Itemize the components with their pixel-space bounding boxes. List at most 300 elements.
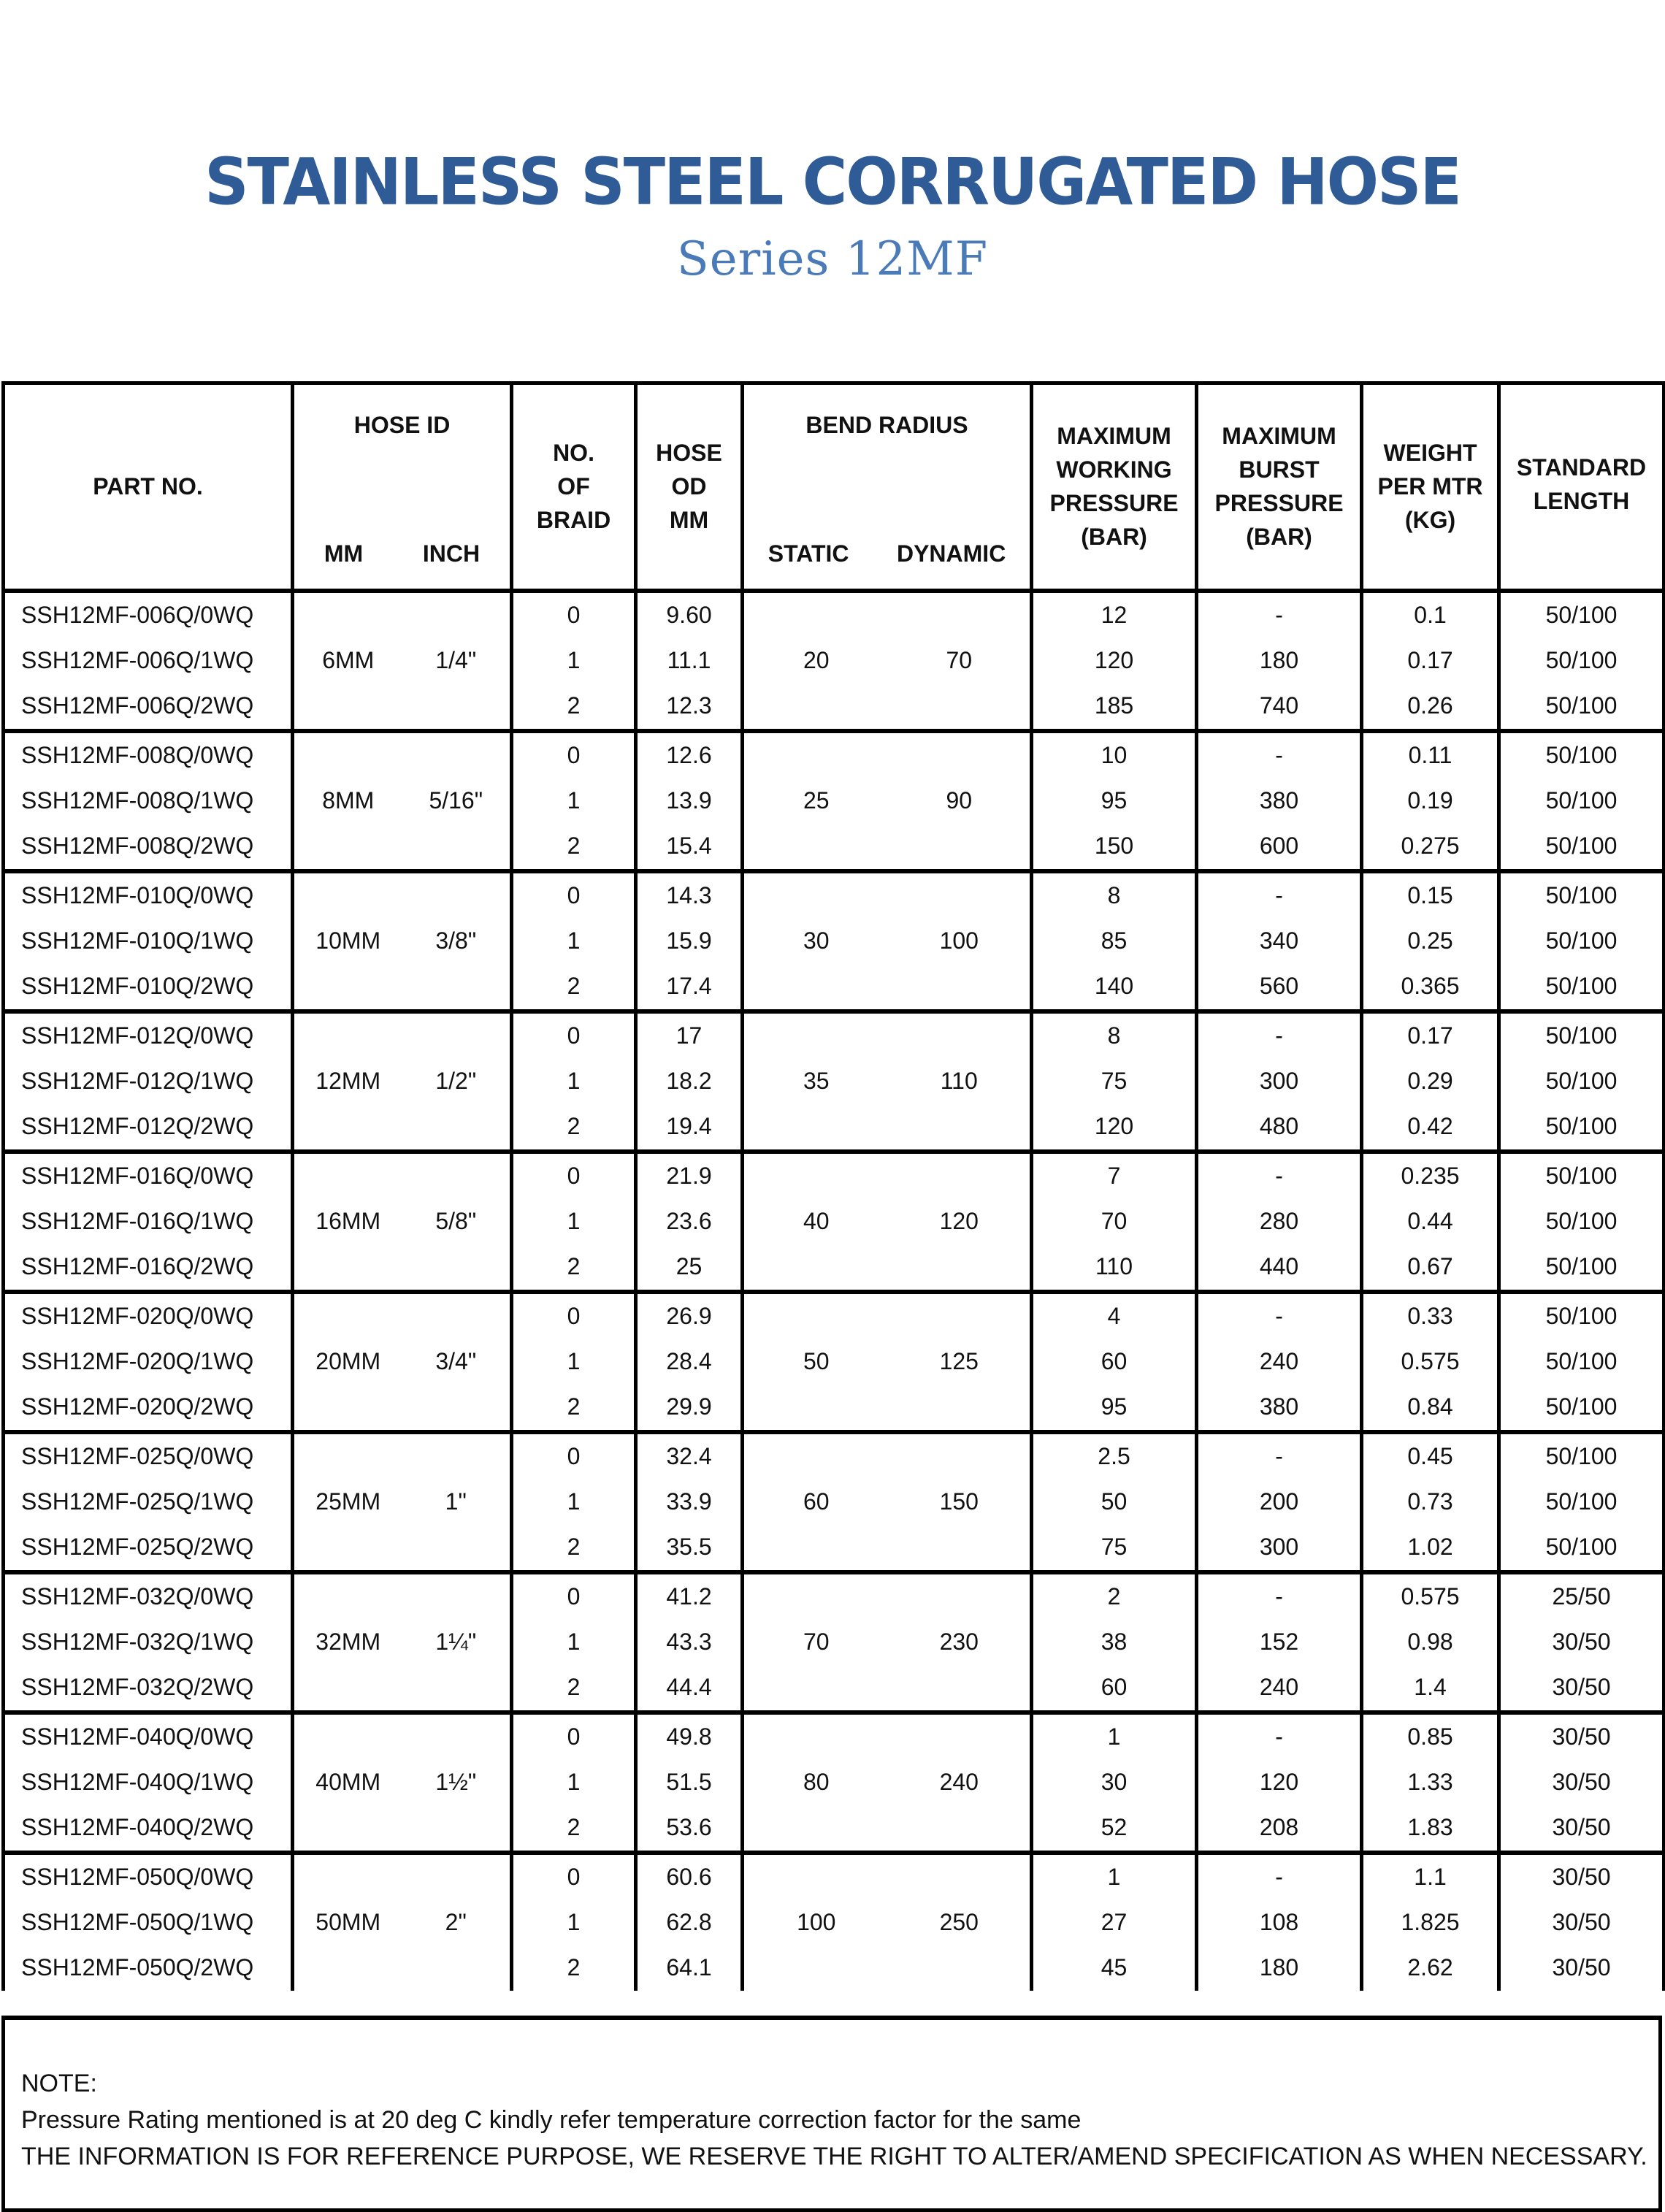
standard-length-cell: 50/100 xyxy=(1499,1199,1664,1244)
bend-dynamic-cell: 100 xyxy=(889,919,1032,964)
table-row xyxy=(4,1665,1664,1712)
part-number-cell: SSH12MF-016Q/0WQ xyxy=(4,1152,293,1199)
part-number-cell: SSH12MF-050Q/0WQ xyxy=(4,1853,293,1900)
standard-length-cell: 50/100 xyxy=(1499,1292,1664,1339)
working-pressure-cell: 75 xyxy=(1032,1525,1197,1572)
hose-id-mm-cell xyxy=(293,1945,402,1991)
working-pressure-cell: 120 xyxy=(1032,638,1197,684)
part-number-cell: SSH12MF-025Q/2WQ xyxy=(4,1525,293,1572)
bend-static-cell xyxy=(743,1104,889,1152)
bend-static-cell xyxy=(743,871,889,919)
working-pressure-cell: 50 xyxy=(1032,1480,1197,1525)
braid-count-cell: 1 xyxy=(512,1900,636,1945)
hose-id-mm-cell xyxy=(293,1853,402,1900)
braid-count-cell: 1 xyxy=(512,1339,636,1385)
working-pressure-cell: 1 xyxy=(1032,1712,1197,1760)
braid-count-cell: 1 xyxy=(512,1199,636,1244)
table-row xyxy=(4,1199,1664,1244)
weight-cell: 0.575 xyxy=(1362,1572,1499,1620)
hose-id-mm-cell: 32MM xyxy=(315,1629,381,1655)
weight-cell: 0.235 xyxy=(1362,1152,1499,1199)
hose-od-cell: 12.6 xyxy=(636,731,743,778)
hose-od-cell: 28.4 xyxy=(636,1339,743,1385)
weight-cell: 1.02 xyxy=(1362,1525,1499,1572)
burst-pressure-cell: - xyxy=(1197,1572,1362,1620)
hose-od-cell: 21.9 xyxy=(636,1152,743,1199)
hose-id-inch-cell xyxy=(402,1104,512,1152)
table-row xyxy=(4,1011,1664,1059)
working-pressure-cell: 10 xyxy=(1032,731,1197,778)
burst-pressure-cell: 480 xyxy=(1197,1104,1362,1152)
part-number-cell: SSH12MF-032Q/2WQ xyxy=(4,1665,293,1712)
hose-od-cell: 13.9 xyxy=(636,778,743,824)
braid-count-cell: 1 xyxy=(512,778,636,824)
burst-pressure-cell: - xyxy=(1197,1011,1362,1059)
hose-od-cell: 26.9 xyxy=(636,1292,743,1339)
hose-od-cell: 64.1 xyxy=(636,1945,743,1991)
weight-cell: 1.83 xyxy=(1362,1805,1499,1853)
part-number-cell: SSH12MF-008Q/0WQ xyxy=(4,731,293,778)
table-row xyxy=(4,1525,1664,1572)
bend-static-cell xyxy=(743,1292,889,1339)
bend-dynamic-cell xyxy=(889,1152,1032,1199)
standard-length-cell: 50/100 xyxy=(1499,1104,1664,1152)
hose-id-mm-cell xyxy=(293,824,402,871)
braid-count-cell: 0 xyxy=(512,1152,636,1199)
part-number-cell: SSH12MF-008Q/1WQ xyxy=(4,778,293,824)
bend-static-cell: 60 xyxy=(803,1488,830,1515)
braid-count-cell: 0 xyxy=(512,1572,636,1620)
standard-length-cell: 50/100 xyxy=(1499,1385,1664,1432)
part-number-cell: SSH12MF-010Q/0WQ xyxy=(4,871,293,919)
hose-id-mm-cell xyxy=(293,1292,402,1339)
col-weight-per-mtr: WEIGHT PER MTR (KG) xyxy=(1362,383,1499,591)
hose-od-cell: 15.9 xyxy=(636,919,743,964)
working-pressure-cell: 38 xyxy=(1032,1620,1197,1665)
bend-dynamic-cell xyxy=(889,1432,1032,1480)
braid-count-cell: 0 xyxy=(512,1712,636,1760)
bend-static-cell xyxy=(743,591,889,638)
weight-cell: 0.11 xyxy=(1362,731,1499,778)
part-number-cell: SSH12MF-040Q/0WQ xyxy=(4,1712,293,1760)
weight-cell: 0.365 xyxy=(1362,964,1499,1011)
standard-length-cell: 50/100 xyxy=(1499,871,1664,919)
bend-static-cell: 30 xyxy=(803,927,830,954)
bend-static-cell xyxy=(743,1805,889,1853)
table-row xyxy=(4,1805,1664,1853)
hose-id-inch-cell: 1¼" xyxy=(402,1620,512,1665)
table-row xyxy=(4,1760,1664,1805)
weight-cell: 1.4 xyxy=(1362,1665,1499,1712)
weight-cell: 0.15 xyxy=(1362,871,1499,919)
hose-od-cell: 33.9 xyxy=(636,1480,743,1525)
working-pressure-cell: 7 xyxy=(1032,1152,1197,1199)
working-pressure-cell: 2.5 xyxy=(1032,1432,1197,1480)
burst-pressure-cell: 380 xyxy=(1197,1385,1362,1432)
hose-id-inch-cell: 3/4" xyxy=(402,1339,512,1385)
header-row xyxy=(4,383,1664,591)
hose-id-inch-cell xyxy=(402,1712,512,1760)
braid-count-cell: 2 xyxy=(512,1104,636,1152)
hose-id-inch-cell xyxy=(402,1292,512,1339)
hose-id-mm-cell: 8MM xyxy=(322,787,375,814)
hose-id-mm-cell xyxy=(293,1525,402,1572)
bend-static-cell xyxy=(743,1385,889,1432)
hose-id-inch-cell xyxy=(402,871,512,919)
braid-count-cell: 0 xyxy=(512,1011,636,1059)
bend-dynamic-cell xyxy=(889,871,1032,919)
working-pressure-cell: 60 xyxy=(1032,1665,1197,1712)
standard-length-cell: 30/50 xyxy=(1499,1853,1664,1900)
braid-count-cell: 2 xyxy=(512,1525,636,1572)
bend-dynamic-cell: 110 xyxy=(889,1059,1032,1104)
braid-count-cell: 2 xyxy=(512,1385,636,1432)
part-number-cell: SSH12MF-012Q/1WQ xyxy=(4,1059,293,1104)
note-disclaimer: THE INFORMATION IS FOR REFERENCE PURPOSE, WE RESERVE THE RIGHT TO ALTER/AMEND SPECIFICATION AS WHEN NECESSARY. xyxy=(21,2143,1647,2170)
bend-static-cell xyxy=(743,1945,889,1991)
bend-dynamic-cell xyxy=(889,1572,1032,1620)
bend-static-cell xyxy=(743,684,889,731)
weight-cell: 0.17 xyxy=(1362,1011,1499,1059)
weight-cell: 0.67 xyxy=(1362,1244,1499,1292)
braid-count-cell: 2 xyxy=(512,1244,636,1292)
standard-length-cell: 50/100 xyxy=(1499,638,1664,684)
table-row xyxy=(4,1712,1664,1760)
bend-dynamic-cell xyxy=(889,1525,1032,1572)
table-row xyxy=(4,919,1664,964)
bend-dynamic-cell xyxy=(889,1244,1032,1292)
bend-static-cell xyxy=(743,1011,889,1059)
hose-id-inch-cell xyxy=(402,1432,512,1480)
standard-length-cell: 50/100 xyxy=(1499,1339,1664,1385)
hose-od-cell: 49.8 xyxy=(636,1712,743,1760)
working-pressure-cell: 120 xyxy=(1032,1104,1197,1152)
bend-static-cell: 80 xyxy=(803,1769,830,1795)
part-number-cell: SSH12MF-006Q/2WQ xyxy=(4,684,293,731)
part-number-cell: SSH12MF-012Q/2WQ xyxy=(4,1104,293,1152)
col-bend-radius: BEND RADIUS STATIC DYNAMIC xyxy=(743,383,1032,591)
hose-id-mm-cell xyxy=(293,871,402,919)
bend-dynamic-cell xyxy=(889,1292,1032,1339)
hose-id-inch-cell xyxy=(402,1945,512,1991)
working-pressure-cell: 12 xyxy=(1032,591,1197,638)
standard-length-cell: 50/100 xyxy=(1499,731,1664,778)
standard-length-cell: 30/50 xyxy=(1499,1760,1664,1805)
bend-dynamic-cell xyxy=(889,1945,1032,1991)
hose-id-inch-cell xyxy=(402,731,512,778)
note-heading: NOTE: xyxy=(21,2070,97,2097)
table-row xyxy=(4,1572,1664,1620)
bend-static-cell: 50 xyxy=(803,1348,830,1374)
part-number-cell: SSH12MF-010Q/1WQ xyxy=(4,919,293,964)
working-pressure-cell: 75 xyxy=(1032,1059,1197,1104)
bend-static-cell xyxy=(743,1712,889,1760)
braid-count-cell: 0 xyxy=(512,1853,636,1900)
burst-pressure-cell: 240 xyxy=(1197,1339,1362,1385)
hose-od-cell: 17.4 xyxy=(636,964,743,1011)
standard-length-cell: 50/100 xyxy=(1499,1059,1664,1104)
standard-length-cell: 30/50 xyxy=(1499,1665,1664,1712)
bend-static-cell: 100 xyxy=(797,1909,836,1935)
part-number-cell: SSH12MF-006Q/1WQ xyxy=(4,638,293,684)
hose-od-cell: 25 xyxy=(636,1244,743,1292)
weight-cell: 0.73 xyxy=(1362,1480,1499,1525)
weight-cell: 0.45 xyxy=(1362,1432,1499,1480)
weight-cell: 0.42 xyxy=(1362,1104,1499,1152)
braid-count-cell: 1 xyxy=(512,1059,636,1104)
standard-length-cell: 50/100 xyxy=(1499,1011,1664,1059)
bend-static-cell: 40 xyxy=(803,1208,830,1234)
table-row xyxy=(4,1292,1664,1339)
braid-count-cell: 2 xyxy=(512,684,636,731)
hose-id-mm-cell: 12MM xyxy=(315,1068,381,1094)
braid-count-cell: 0 xyxy=(512,1432,636,1480)
braid-count-cell: 0 xyxy=(512,731,636,778)
hose-od-cell: 15.4 xyxy=(636,824,743,871)
hose-id-mm-cell xyxy=(293,1011,402,1059)
table-row xyxy=(4,964,1664,1011)
bend-static-cell xyxy=(743,964,889,1011)
burst-pressure-cell: 152 xyxy=(1197,1620,1362,1665)
working-pressure-cell: 95 xyxy=(1032,778,1197,824)
bend-static-cell xyxy=(743,1665,889,1712)
working-pressure-cell: 185 xyxy=(1032,684,1197,731)
table-row xyxy=(4,1104,1664,1152)
standard-length-cell: 50/100 xyxy=(1499,778,1664,824)
table-row xyxy=(4,871,1664,919)
braid-count-cell: 1 xyxy=(512,1620,636,1665)
standard-length-cell: 50/100 xyxy=(1499,824,1664,871)
hose-id-mm-cell xyxy=(293,1712,402,1760)
bend-dynamic-cell: 70 xyxy=(889,638,1032,684)
hose-od-cell: 12.3 xyxy=(636,684,743,731)
bend-dynamic-cell: 150 xyxy=(889,1480,1032,1525)
weight-cell: 0.575 xyxy=(1362,1339,1499,1385)
bend-dynamic-cell xyxy=(889,1665,1032,1712)
table-row xyxy=(4,778,1664,824)
working-pressure-cell: 30 xyxy=(1032,1760,1197,1805)
table-row xyxy=(4,1059,1664,1104)
braid-count-cell: 2 xyxy=(512,964,636,1011)
braid-count-cell: 1 xyxy=(512,1760,636,1805)
hose-id-mm-cell xyxy=(293,1432,402,1480)
weight-cell: 0.44 xyxy=(1362,1199,1499,1244)
bend-static-cell xyxy=(743,1525,889,1572)
hose-od-cell: 19.4 xyxy=(636,1104,743,1152)
working-pressure-cell: 60 xyxy=(1032,1339,1197,1385)
table-row xyxy=(4,1945,1664,1991)
braid-count-cell: 1 xyxy=(512,638,636,684)
standard-length-cell: 25/50 xyxy=(1499,1572,1664,1620)
bend-dynamic-cell xyxy=(889,1385,1032,1432)
standard-length-cell: 50/100 xyxy=(1499,591,1664,638)
weight-cell: 1.1 xyxy=(1362,1853,1499,1900)
standard-length-cell: 30/50 xyxy=(1499,1900,1664,1945)
burst-pressure-cell: - xyxy=(1197,1712,1362,1760)
standard-length-cell: 30/50 xyxy=(1499,1712,1664,1760)
hose-id-inch-cell xyxy=(402,1665,512,1712)
table-row xyxy=(4,1385,1664,1432)
standard-length-cell: 50/100 xyxy=(1499,1244,1664,1292)
part-number-cell: SSH12MF-020Q/2WQ xyxy=(4,1385,293,1432)
hose-id-inch-cell: 2" xyxy=(402,1900,512,1945)
hose-od-cell: 60.6 xyxy=(636,1853,743,1900)
burst-pressure-cell: - xyxy=(1197,1853,1362,1900)
table-row xyxy=(4,1480,1664,1525)
part-number-cell: SSH12MF-040Q/1WQ xyxy=(4,1760,293,1805)
hose-id-mm-cell xyxy=(293,1104,402,1152)
hose-id-inch-cell xyxy=(402,1805,512,1853)
working-pressure-cell: 52 xyxy=(1032,1805,1197,1853)
col-no-of-braid: NO. OF BRAID xyxy=(512,383,636,591)
hose-od-cell: 29.9 xyxy=(636,1385,743,1432)
burst-pressure-cell: - xyxy=(1197,871,1362,919)
burst-pressure-cell: 108 xyxy=(1197,1900,1362,1945)
col-hose-id: HOSE ID MM INCH xyxy=(293,383,512,591)
bend-static-cell xyxy=(743,824,889,871)
braid-count-cell: 2 xyxy=(512,824,636,871)
bend-static-cell xyxy=(743,1152,889,1199)
working-pressure-cell: 150 xyxy=(1032,824,1197,871)
part-number-cell: SSH12MF-020Q/1WQ xyxy=(4,1339,293,1385)
hose-id-inch-cell xyxy=(402,1525,512,1572)
standard-length-cell: 50/100 xyxy=(1499,919,1664,964)
hose-id-inch-cell xyxy=(402,1244,512,1292)
bend-dynamic-cell: 90 xyxy=(889,778,1032,824)
hose-id-mm-cell: 50MM xyxy=(315,1909,381,1935)
bend-dynamic-cell xyxy=(889,964,1032,1011)
hose-id-inch-cell xyxy=(402,964,512,1011)
table-row xyxy=(4,1853,1664,1900)
col-hose-od: HOSE OD MM xyxy=(636,383,743,591)
burst-pressure-cell: 180 xyxy=(1197,638,1362,684)
table-row xyxy=(4,1620,1664,1665)
burst-pressure-cell: 280 xyxy=(1197,1199,1362,1244)
braid-count-cell: 1 xyxy=(512,919,636,964)
part-number-cell: SSH12MF-040Q/2WQ xyxy=(4,1805,293,1853)
burst-pressure-cell: 240 xyxy=(1197,1665,1362,1712)
hose-id-mm-cell: 16MM xyxy=(315,1208,381,1234)
weight-cell: 0.33 xyxy=(1362,1292,1499,1339)
hose-id-mm-cell: 25MM xyxy=(315,1488,381,1515)
table-row xyxy=(4,1244,1664,1292)
hose-id-mm-cell: 20MM xyxy=(315,1348,381,1374)
hose-od-cell: 18.2 xyxy=(636,1059,743,1104)
part-number-cell: SSH12MF-025Q/1WQ xyxy=(4,1480,293,1525)
burst-pressure-cell: 440 xyxy=(1197,1244,1362,1292)
weight-cell: 2.62 xyxy=(1362,1945,1499,1991)
hose-id-mm-cell xyxy=(293,1385,402,1432)
burst-pressure-cell: 740 xyxy=(1197,684,1362,731)
hose-od-cell: 23.6 xyxy=(636,1199,743,1244)
bend-static-cell: 70 xyxy=(803,1629,830,1655)
standard-length-cell: 50/100 xyxy=(1499,1152,1664,1199)
bend-dynamic-cell: 230 xyxy=(889,1620,1032,1665)
hose-id-inch-cell xyxy=(402,1385,512,1432)
working-pressure-cell: 8 xyxy=(1032,1011,1197,1059)
burst-pressure-cell: 300 xyxy=(1197,1525,1362,1572)
hose-od-cell: 32.4 xyxy=(636,1432,743,1480)
hose-id-inch-cell xyxy=(402,1572,512,1620)
burst-pressure-cell: 200 xyxy=(1197,1480,1362,1525)
weight-cell: 0.29 xyxy=(1362,1059,1499,1104)
hose-id-inch-cell: 1" xyxy=(402,1480,512,1525)
standard-length-cell: 50/100 xyxy=(1499,1480,1664,1525)
bend-dynamic-cell: 120 xyxy=(889,1199,1032,1244)
hose-id-mm-cell: 10MM xyxy=(315,927,381,954)
working-pressure-cell: 8 xyxy=(1032,871,1197,919)
part-number-cell: SSH12MF-010Q/2WQ xyxy=(4,964,293,1011)
burst-pressure-cell: - xyxy=(1197,1292,1362,1339)
bend-dynamic-cell xyxy=(889,1011,1032,1059)
burst-pressure-cell: - xyxy=(1197,731,1362,778)
hose-id-mm-cell xyxy=(293,1152,402,1199)
burst-pressure-cell: 120 xyxy=(1197,1760,1362,1805)
hose-id-inch-cell xyxy=(402,591,512,638)
hose-id-inch-cell: 5/16" xyxy=(402,778,512,824)
hose-od-cell: 17 xyxy=(636,1011,743,1059)
table-row xyxy=(4,731,1664,778)
part-number-cell: SSH12MF-032Q/0WQ xyxy=(4,1572,293,1620)
hose-id-inch-cell: 1½" xyxy=(402,1760,512,1805)
note-pressure-rating: Pressure Rating mentioned is at 20 deg C kindly refer temperature correction factor for the same xyxy=(21,2106,1082,2134)
bend-static-cell xyxy=(743,1853,889,1900)
hose-id-inch-cell: 1/4" xyxy=(402,638,512,684)
table-row xyxy=(4,1900,1664,1945)
part-number-cell: SSH12MF-032Q/1WQ xyxy=(4,1620,293,1665)
bend-dynamic-cell xyxy=(889,591,1032,638)
hose-od-cell: 11.1 xyxy=(636,638,743,684)
part-number-cell: SSH12MF-008Q/2WQ xyxy=(4,824,293,871)
part-number-cell: SSH12MF-012Q/0WQ xyxy=(4,1011,293,1059)
hose-od-cell: 9.60 xyxy=(636,591,743,638)
working-pressure-cell: 110 xyxy=(1032,1244,1197,1292)
working-pressure-cell: 1 xyxy=(1032,1853,1197,1900)
hose-od-cell: 44.4 xyxy=(636,1665,743,1712)
hose-id-mm-cell xyxy=(293,731,402,778)
bend-dynamic-cell xyxy=(889,1805,1032,1853)
burst-pressure-cell: 560 xyxy=(1197,964,1362,1011)
hose-id-inch-cell xyxy=(402,1853,512,1900)
hose-id-inch-cell: 3/8" xyxy=(402,919,512,964)
bend-dynamic-cell xyxy=(889,1104,1032,1152)
part-number-cell: SSH12MF-050Q/1WQ xyxy=(4,1900,293,1945)
hose-id-mm-cell xyxy=(293,591,402,638)
col-part-no: PART NO. xyxy=(4,383,293,591)
table-row xyxy=(4,638,1664,684)
hose-id-mm-cell xyxy=(293,1805,402,1853)
hose-id-mm-cell: 6MM xyxy=(322,647,375,673)
bend-dynamic-cell xyxy=(889,731,1032,778)
braid-count-cell: 0 xyxy=(512,1292,636,1339)
bend-static-cell xyxy=(743,1432,889,1480)
hose-id-mm-cell xyxy=(293,964,402,1011)
standard-length-cell: 50/100 xyxy=(1499,684,1664,731)
hose-od-cell: 62.8 xyxy=(636,1900,743,1945)
bend-dynamic-cell xyxy=(889,824,1032,871)
bend-static-cell: 35 xyxy=(803,1068,830,1094)
hose-od-cell: 35.5 xyxy=(636,1525,743,1572)
standard-length-cell: 30/50 xyxy=(1499,1945,1664,1991)
working-pressure-cell: 70 xyxy=(1032,1199,1197,1244)
weight-cell: 0.84 xyxy=(1362,1385,1499,1432)
bend-static-cell xyxy=(743,731,889,778)
burst-pressure-cell: 300 xyxy=(1197,1059,1362,1104)
hose-od-cell: 41.2 xyxy=(636,1572,743,1620)
burst-pressure-cell: - xyxy=(1197,1432,1362,1480)
standard-length-cell: 50/100 xyxy=(1499,1432,1664,1480)
braid-count-cell: 0 xyxy=(512,871,636,919)
